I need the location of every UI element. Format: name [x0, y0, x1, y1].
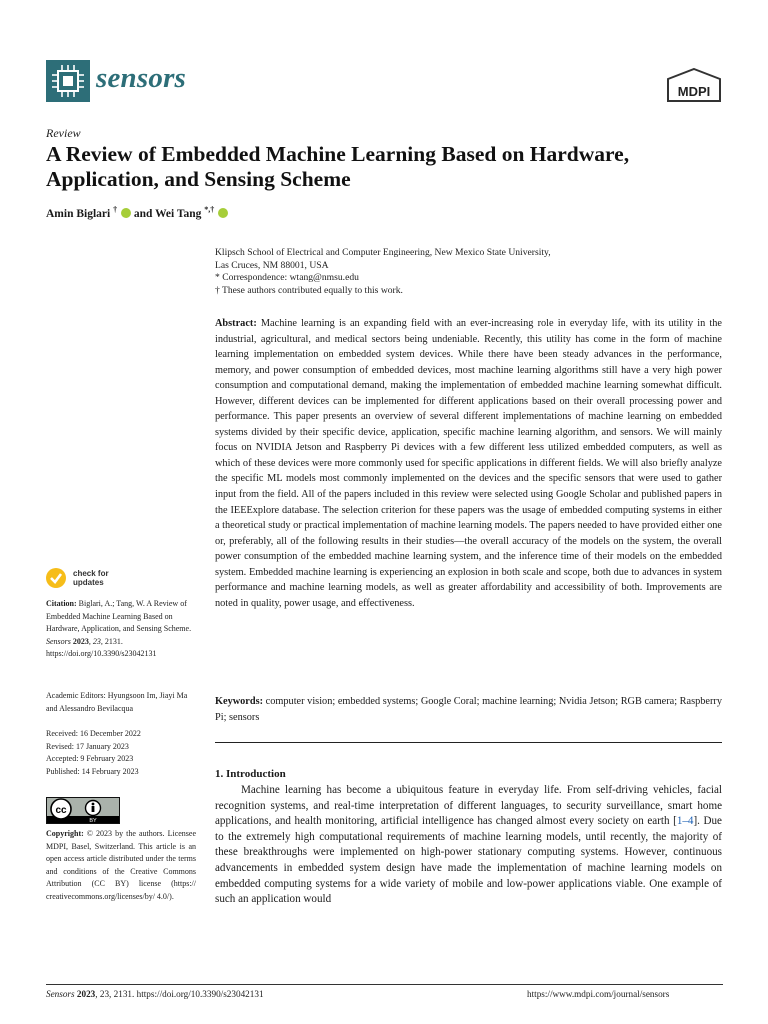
- abstract: [215, 316, 722, 611]
- author-name[interactable]: Wei Tang: [155, 207, 202, 220]
- journal-name: sensors: [96, 62, 187, 94]
- footer-citation: [46, 989, 264, 999]
- check-updates-label: [73, 569, 109, 587]
- affiliations: [215, 247, 725, 297]
- affiliation-line: Klipsch School of Electrical and Computer Engineering, New Mexico State University,: [215, 247, 551, 258]
- author-mark: *,†: [204, 205, 215, 214]
- cc-by-license-icon[interactable]: [46, 797, 120, 824]
- section-heading: 1. Introduction: [215, 768, 286, 780]
- abstract-text: Machine learning is an expanding field with an ever-increasing role in everyday life, with its utility in the industrial, agricultural, and medical sectors being undeniable. Recently, this utility has come in the form of machine learning implementation on embedded system devices. While there have been steady advances in the performance, memory, and power consumption of embedded devices, most machine learning algorithms still have a very high power consumption and computational demand, making the implementation of embedded machine learning somewhat difficult. However, different devices can be implemented for different applications based on their overall processing power and performance. This paper presents an overview of several different implementations of machine learning on embedded systems divided by their specific device, application, specific machine learning algorithm, and sensors. We will mainly focus on NVIDIA Jetson and Raspberry Pi devices with a few different less utilized embedded computers, as well as which of these devices were more commonly used for specific applications in different fields. We will also briefly analyze the specific ML models most commonly implemented on the devices and the specific sensors that were used to gather input from the field. All of the papers included in this review were selected using Google Scholar and published papers in the IEEExplore database. The selection criterion for these papers was the usage of embedded computing systems in either a theoretical study or practical implementation of machine learning models. The papers needed to have provided either one or, preferably, all of the following results in their studies—the overall accuracy of the models on the system, the overall power consumption of the embedded machine learning system, and the inference time of their models on the embedded system. Embedded machine learning is experiencing an explosion in both scale and scope, both due to advances in system performance and machine learning models, as well as greater affordability and accessibility of both. Improvements are noted in quality, power usage, and effectiveness.: [215, 318, 723, 609]
- citation-doi[interactable]: , 2131. https://doi.org/10.3390/s23042131: [46, 636, 157, 659]
- footer-year: 2023: [76, 989, 96, 999]
- citation-link[interactable]: 1: [676, 815, 683, 828]
- footer-journal-url[interactable]: https://www.mdpi.com/journal/sensors: [527, 989, 670, 999]
- introduction-paragraph: [215, 783, 722, 908]
- citation-text: Biglari, A.; Tang, W. A Review of Embedded Machine Learning Based on Hardware, Application, and Sensing Scheme.: [46, 599, 192, 634]
- author-name[interactable]: Amin Biglari: [46, 207, 111, 220]
- keywords-text: computer vision; embedded systems; Google Coral; machine learning; Nvidia Jetson; RGB camera; Raspberry Pi; sensors: [215, 696, 722, 723]
- orcid-icon[interactable]: [218, 208, 228, 218]
- author-conjunction: and: [133, 207, 153, 220]
- equal-contribution-note: † These authors contributed equally to this work.: [215, 284, 403, 296]
- abstract-label: Abstract:: [215, 318, 257, 329]
- check-updates-line: check for: [73, 569, 109, 578]
- author-mark: †: [113, 205, 118, 214]
- citation-link[interactable]: 4: [687, 815, 694, 828]
- orcid-icon[interactable]: [121, 208, 131, 218]
- footer-divider: [46, 984, 723, 985]
- correspondence-line[interactable]: * Correspondence: wtang@nmsu.edu: [215, 272, 359, 284]
- citation-journal: Sensors: [46, 636, 71, 646]
- check-for-updates-button[interactable]: [46, 568, 109, 588]
- svg-text:BY: BY: [89, 818, 97, 823]
- citation-volume: 23: [92, 636, 101, 646]
- keywords-label: Keywords:: [215, 696, 264, 707]
- copyright-label: Copyright:: [46, 829, 84, 838]
- authors: [46, 205, 228, 220]
- article-title: A Review of Embedded Machine Learning Based on Hardware, Application, and Sensing Scheme: [46, 142, 630, 191]
- keywords: [215, 694, 722, 725]
- accepted-date: Accepted: 9 February 2023: [46, 754, 134, 764]
- intro-text: ]. Due to the extremely high computational requirements of machine learning models, until recently, the majority of these breakthroughs were implemented on high-power stationary computing systems. However, continuous advancements in embedded system design have made the implementation of machine learning models on embedded computing systems for a wide variety of mobile and low-power applications viable. One example of such an application would: [215, 815, 722, 906]
- academic-editors: Academic Editors: Hyungsoon Im, Jiayi Ma and Alessandro Bevilacqua: [46, 691, 188, 713]
- received-date: Received: 16 December 2022: [46, 729, 141, 738]
- footer-journal: Sensors: [46, 989, 75, 999]
- copyright-text: © 2023 by the authors. Licensee MDPI, Basel, Switzerland. This article is an open access article distributed under the terms and conditions of the Creative Commons Attribution (CC BY) license (https:// creativecommons.org/licenses/by/ 4.0/).: [46, 829, 197, 901]
- check-updates-line: updates: [73, 578, 104, 587]
- revised-date: Revised: 17 January 2023: [46, 741, 129, 751]
- article-type: Review: [46, 126, 81, 140]
- journal-logo-icon: [46, 60, 90, 102]
- citation-dash: –: [682, 815, 688, 828]
- footer-citation-rest[interactable]: , 23, 2131. https://doi.org/10.3390/s23042131: [95, 989, 264, 999]
- citation-year: 2023: [72, 636, 89, 646]
- published-date: Published: 14 February 2023: [46, 766, 139, 776]
- copyright-notice: [46, 828, 196, 904]
- svg-text:cc: cc: [55, 805, 67, 816]
- check-updates-icon: [46, 568, 66, 588]
- intro-text: Machine learning has become a ubiquitous feature in everyday life. From self-driving vehicles, facial recognition systems, and real-time interpretation of different languages, to security surveillance, smart home applications, and health monitoring, artificial intelligence has changed almost every society on earth [: [215, 784, 722, 828]
- citation-label: Citation:: [46, 599, 77, 608]
- publication-dates: [46, 728, 196, 778]
- citation-block: Citation: Biglari, A.; Tang, W. A Review of Embedded Machine Learning Based on Hardware, Application, and Sensing Scheme. Sensors 2023, 23, 2131. https://doi.org/10.3390/s23042131: [46, 599, 192, 659]
- section-divider: [215, 742, 722, 743]
- mdpi-logo-text: MDPI: [677, 84, 711, 99]
- mdpi-logo: [666, 68, 722, 104]
- affiliation-line: Las Cruces, NM 88001, USA: [215, 259, 329, 271]
